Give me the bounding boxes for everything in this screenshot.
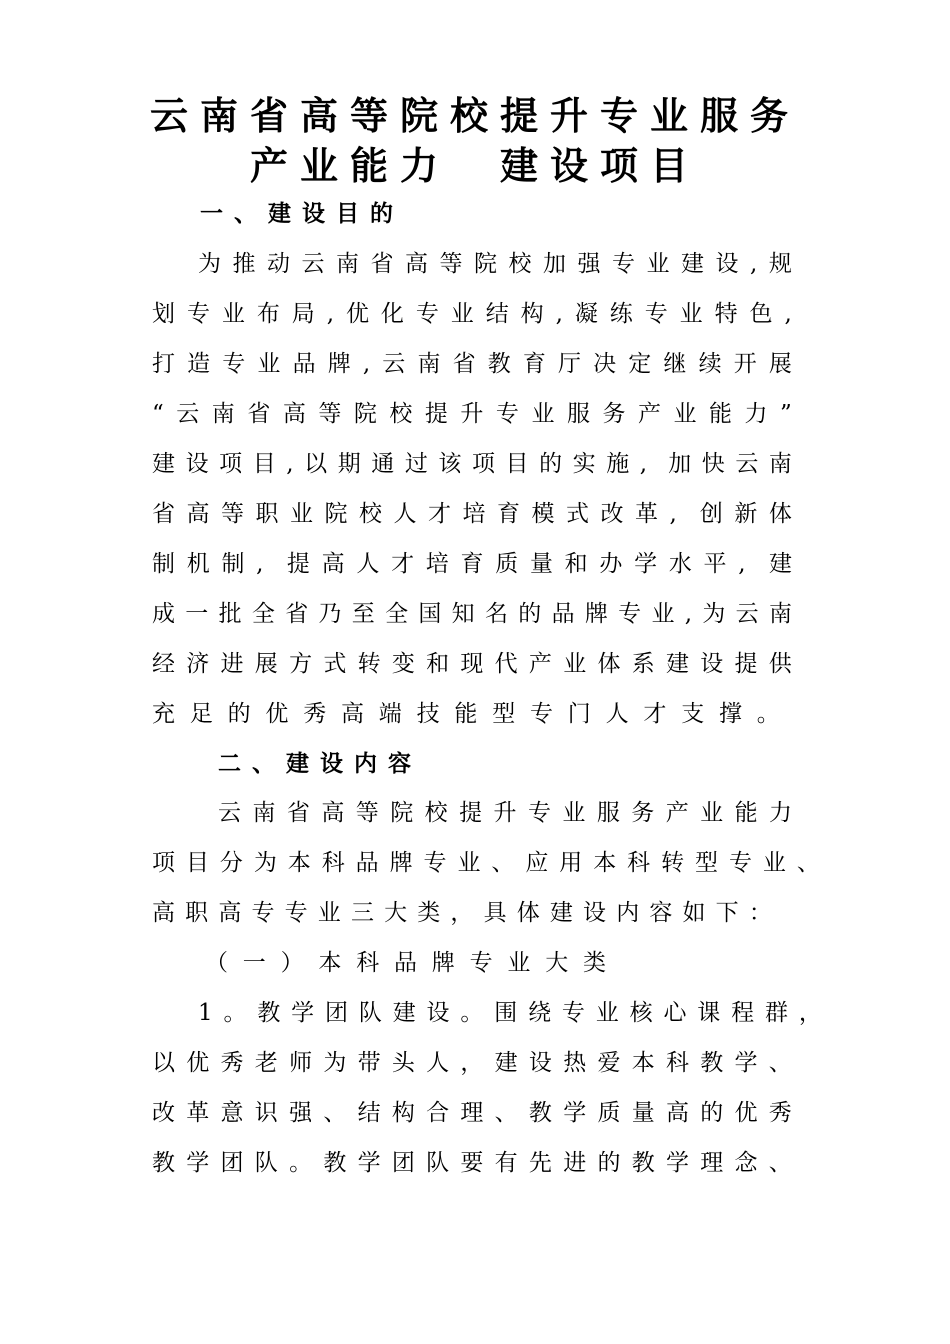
paragraph-line: 充足的优秀高端技能型专门人才支撑。 [152,701,795,727]
section-heading-content: 二、建设内容 [218,750,422,777]
paragraph-line: 为 推 动 云 南 省 高 等 院 校 加 强 专 业 建 设 , 规 [198,251,792,277]
paragraph-line: 以 优 秀 老 师 为 带 头 人 ， 建 设 热 爱 本 科 教 学 、 [152,1050,792,1076]
paragraph-line: 建 设 项 目 , 以 期 通 过 该 项 目 的 实 施 , 加 快 云 南 [152,451,792,477]
document-title-line-1: 云南省高等院校提升专业服务 [149,93,800,138]
paragraph-line: “ 云 南 省 高 等 院 校 提 升 专 业 服 务 产 业 能 力 ” [152,401,792,427]
paragraph-line: 划 专 业 布 局 , 优 化 专 业 结 构 , 凝 练 专 业 特 色 , [152,301,792,327]
paragraph-line: 高 职 高 专 专 业 三 大 类 ， 具 体 建 设 内 容 如 下 ： [152,900,772,926]
paragraph-line: 1 。 教 学 团 队 建 设 。 围 绕 专 业 核 心 课 程 群 ， [198,1000,822,1026]
paragraph-line: 省 高 等 职 业 院 校 人 才 培 育 模 式 改 革 , 创 新 体 [152,501,792,527]
paragraph-line: 制 机 制 , 提 高 人 才 培 育 质 量 和 办 学 水 平 , 建 [152,551,792,577]
document-title-line-2: 产业能力 建设项目 [249,143,700,188]
subsection-heading-undergrad-brand: （一）本科品牌专业大类 [205,950,621,976]
paragraph-line: 成 一 批 全 省 乃 至 全 国 知 名 的 品 牌 专 业 , 为 云 南 [152,601,792,627]
section-heading-purpose: 一、建设目的 [200,200,404,227]
paragraph-line: 教 学 团 队 。 教 学 团 队 要 有 先 进 的 教 学 理 念 、 [152,1150,792,1176]
paragraph-line: 云 南 省 高 等 院 校 提 升 专 业 服 务 产 业 能 力 [218,800,792,826]
paragraph-line: 经 济 进 展 方 式 转 变 和 现 代 产 业 体 系 建 设 提 供 [152,651,792,677]
paragraph-line: 改 革 意 识 强 、 结 构 合 理 、 教 学 质 量 高 的 优 秀 [152,1100,792,1126]
paragraph-line: 项 目 分 为 本 科 品 牌 专 业 、 应 用 本 科 转 型 专 业 、 [152,850,820,876]
paragraph-line: 打 造 专 业 品 牌 , 云 南 省 教 育 厅 决 定 继 续 开 展 [152,351,792,377]
